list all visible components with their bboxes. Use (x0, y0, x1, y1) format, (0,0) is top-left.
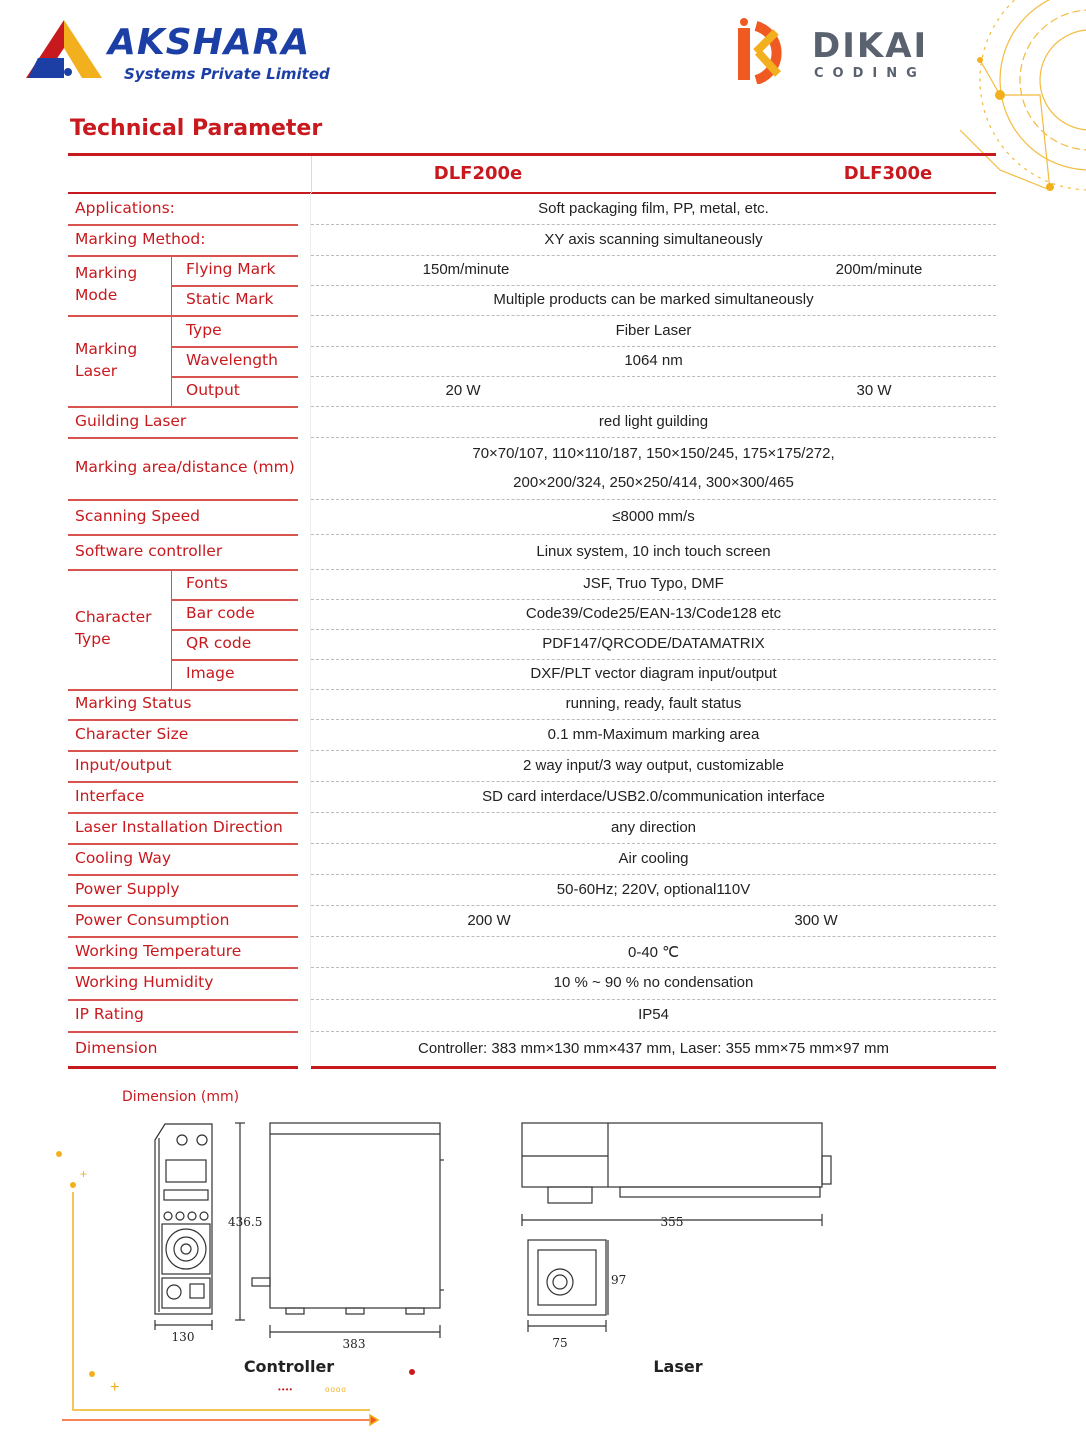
label-rule (68, 406, 298, 408)
group-divider (171, 315, 172, 406)
value-rule (311, 936, 996, 937)
row-value: red light guilding (598, 412, 709, 430)
row-label: Power Consumption (75, 910, 230, 929)
row-value: 50-60Hz; 220V, optional110V (556, 880, 751, 898)
akshara-triangle-logo-icon (24, 18, 104, 82)
value-rule (311, 499, 996, 500)
value-rule (311, 255, 996, 256)
row-label: Software controller (75, 541, 223, 560)
laser-width-label: 75 (552, 1336, 568, 1350)
label-rule (68, 499, 298, 501)
label-rule (68, 224, 298, 226)
laser-caption: Laser (653, 1357, 703, 1376)
value-rule (311, 224, 996, 225)
dimension-drawings (40, 1110, 860, 1440)
group-divider (171, 569, 172, 689)
label-rule (68, 781, 298, 783)
label-rule (68, 315, 298, 317)
value-rule (311, 346, 996, 347)
row-value-dlf200e: 20 W (445, 382, 481, 399)
row-value: ≤8000 mm/s (612, 507, 695, 525)
value-rule (311, 812, 996, 813)
row-value: 70×70/107, 110×110/187, 150×150/245, 175×175/272, (472, 445, 835, 462)
label-rule (172, 599, 298, 601)
value-rule (311, 719, 996, 720)
row-label: Wavelength (186, 351, 278, 369)
value-rule (311, 843, 996, 844)
row-value: Controller: 383 mm×130 mm×437 mm, Laser: 355 mm×75 mm×97 mm (417, 1039, 890, 1057)
row-label: Marking area/distance (mm) (75, 458, 295, 476)
group-divider (171, 255, 172, 315)
laser-front-drawing-icon (528, 1240, 608, 1332)
label-rule (68, 437, 298, 439)
row-label: Bar code (186, 604, 255, 622)
row-label: Interface (75, 786, 145, 805)
svg-text:+: + (110, 1379, 120, 1396)
label-rule (172, 376, 298, 378)
laser-length-label: 355 (660, 1215, 684, 1229)
row-value-dlf200e: 150m/minute (422, 261, 510, 278)
row-label: Guilding Laser (75, 411, 187, 430)
dikai-dk-logo-icon (736, 18, 802, 84)
row-value-dlf300e: 200m/minute (835, 261, 923, 278)
row-value: SD card interdace/USB2.0/communication interface (482, 787, 825, 805)
row-label: Input/output (75, 755, 172, 774)
row-value: Linux system, 10 inch touch screen (536, 542, 771, 560)
label-rule (68, 1031, 298, 1033)
value-rule (311, 967, 996, 968)
row-label: QR code (186, 634, 252, 652)
row-label: IP Rating (75, 1005, 144, 1023)
dikai-subtitle: CODING (814, 66, 926, 81)
group-label: Marking (75, 339, 138, 358)
row-value: 2 way input/3 way output, customizable (523, 756, 784, 774)
svg-text:oooo: oooo (325, 1385, 347, 1394)
controller-caption: Controller (243, 1357, 335, 1376)
row-value: IP54 (638, 1006, 669, 1023)
row-value: 10 % ~ 90 % no condensation (553, 974, 754, 991)
row-label: Static Mark (186, 290, 274, 308)
label-rule (68, 905, 298, 907)
controller-side-drawing-icon (235, 1123, 444, 1338)
value-rule (311, 629, 996, 630)
value-rule (311, 1031, 996, 1032)
row-label: Scanning Speed (75, 506, 200, 525)
table-bottom-rule-left (68, 1066, 298, 1069)
value-rule (311, 781, 996, 782)
row-label: Applications: (75, 198, 175, 217)
row-label: Working Humidity (75, 973, 214, 991)
controller-front-drawing-icon (155, 1124, 212, 1330)
row-value: PDF147/QRCODE/DATAMATRIX (542, 635, 765, 652)
label-rule (68, 719, 298, 721)
row-label: Image (186, 664, 235, 682)
label-rule (172, 346, 298, 348)
label-rule (68, 967, 298, 969)
column-header-dlf300e: DLF300e (843, 163, 933, 184)
dimension-title: Dimension (mm) (122, 1089, 240, 1105)
row-value: JSF, Truo Typo, DMF (583, 575, 724, 592)
label-rule (68, 812, 298, 814)
row-value: any direction (610, 818, 697, 836)
label-rule (68, 999, 298, 1001)
row-label: Marking Method: (75, 229, 206, 248)
row-label: Dimension (75, 1038, 158, 1057)
row-label: Working Temperature (75, 941, 242, 960)
spec-table (68, 153, 996, 1071)
row-value: DXF/PLT vector diagram input/output (530, 665, 777, 682)
column-header-dlf200e: DLF200e (433, 163, 523, 184)
value-rule (311, 315, 996, 316)
group-label: Character (75, 608, 152, 626)
label-rule (172, 285, 298, 287)
svg-text:+: + (80, 1167, 88, 1181)
label-rule (68, 689, 298, 691)
row-value: 1064 nm (624, 352, 683, 369)
value-rule (311, 750, 996, 751)
label-rule (68, 874, 298, 876)
row-value: 0.1 mm-Maximum marking area (547, 725, 760, 743)
laser-height-label: 97 (611, 1273, 627, 1287)
label-rule (68, 750, 298, 752)
table-top-rule (68, 153, 996, 156)
row-value: Fiber Laser (615, 321, 692, 339)
label-rule (68, 255, 298, 257)
row-label: Output (186, 381, 240, 399)
group-label: Laser (75, 361, 118, 380)
row-value-dlf200e: 200 W (467, 911, 511, 929)
value-rule (311, 285, 996, 286)
label-rule (68, 569, 298, 571)
akshara-logo (24, 18, 334, 88)
label-rule (172, 629, 298, 631)
label-rule (68, 534, 298, 536)
table-bottom-rule-right (311, 1066, 996, 1069)
header-bottom-rule (68, 192, 996, 194)
row-value: Multiple products can be marked simultaneously (493, 291, 814, 308)
row-label: Marking Status (75, 694, 192, 712)
value-rule (311, 406, 996, 407)
label-rule (172, 659, 298, 661)
value-rule (311, 689, 996, 690)
value-rule (311, 874, 996, 875)
row-value-dlf300e: 300 W (794, 911, 838, 929)
row-value: running, ready, fault status (565, 695, 742, 712)
value-rule (311, 599, 996, 600)
akshara-name: AKSHARA (108, 22, 311, 63)
row-label: Fonts (186, 574, 228, 592)
group-label: Type (75, 630, 111, 648)
row-label: Character Size (75, 724, 189, 743)
value-rule (311, 905, 996, 906)
row-value-dlf300e: 30 W (856, 382, 892, 399)
value-rule (311, 534, 996, 535)
row-value: 0-40 ℃ (627, 943, 680, 961)
page-title: Technical Parameter (70, 116, 323, 141)
label-rule (68, 843, 298, 845)
value-rule (311, 659, 996, 660)
row-value: 200×200/324, 250×250/414, 300×300/465 (513, 474, 794, 491)
dikai-logo (736, 18, 956, 88)
row-label: Cooling Way (75, 848, 171, 867)
controller-height-label: 436.5 (228, 1215, 263, 1229)
value-rule (311, 376, 996, 377)
dikai-name: DIKAI (812, 26, 929, 66)
controller-depth-label: 383 (342, 1337, 366, 1351)
header-divider (311, 156, 312, 193)
laser-side-drawing-icon (522, 1123, 831, 1226)
decorative-gold-dots-icon (56, 1151, 119, 1396)
row-value: XY axis scanning simultaneously (544, 230, 763, 248)
row-value: Code39/Code25/EAN-13/Code128 etc (525, 605, 782, 622)
row-label: Flying Mark (186, 260, 276, 278)
row-label: Type (186, 320, 222, 339)
value-rule (311, 999, 996, 1000)
row-label: Laser Installation Direction (75, 817, 283, 836)
row-label: Power Supply (75, 879, 180, 898)
label-rule (68, 936, 298, 938)
svg-text:••••: •••• (278, 1385, 294, 1394)
value-rule (311, 437, 996, 438)
row-value: Soft packaging film, PP, metal, etc. (538, 199, 769, 217)
group-label: Mode (75, 286, 118, 304)
akshara-subtitle: Systems Private Limited (124, 65, 330, 83)
value-rule (311, 569, 996, 570)
row-value: Air cooling (618, 849, 689, 867)
group-label: Marking (75, 264, 138, 282)
controller-width-label: 130 (171, 1330, 195, 1344)
